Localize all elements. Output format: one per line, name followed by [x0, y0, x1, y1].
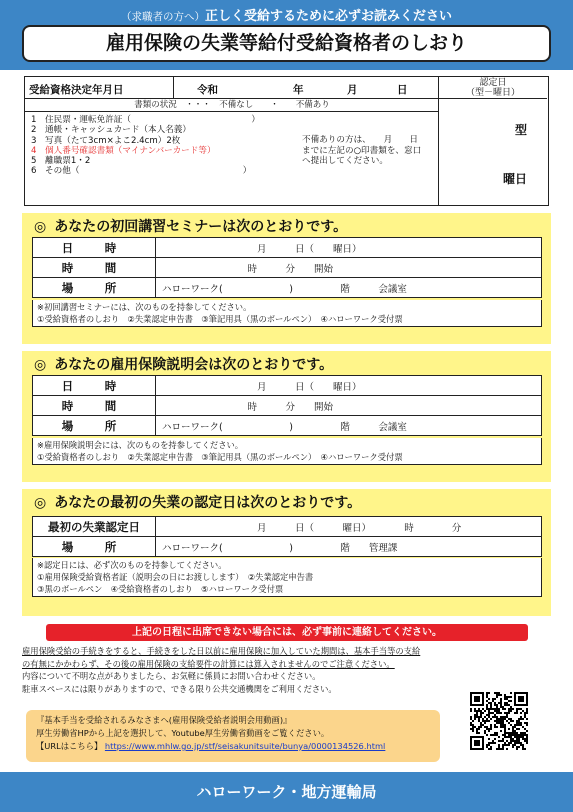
seminar-heading-text: あなたの初回講習セミナーは次のとおりです。: [54, 219, 348, 235]
notice-line: 駐車スペースには限りがありますので、できる限り公共交通機関をご利用ください。: [22, 683, 337, 694]
divider: [173, 77, 174, 99]
items-line: ①受給資格者のしおり ②失業認定申告書 ③筆記用具（黒のボールペン） ④ハローワーク受付票: [37, 452, 403, 462]
first-cert-heading: [34, 492, 361, 512]
row-key: 最初の失業認定日: [33, 517, 156, 537]
video-title: 『基本手当を受給されるみなさまへ(雇用保険受給者説明会用動画)』: [36, 715, 292, 725]
row-key: 場 所: [33, 537, 156, 557]
notice-line: 内容について不明な点がありましたら、お気軽に係員にお問い合わせください。: [22, 671, 321, 681]
page-title: 雇用保険の失業等給付受給資格者のしおり: [22, 25, 551, 62]
row-key: 時 間: [33, 258, 156, 278]
bullet-mark: ◎: [34, 495, 47, 511]
nintei-header: [439, 78, 547, 98]
first-cert-section: [22, 489, 551, 616]
document-item: 2 通帳・キャッシュカード（本人名義）: [31, 125, 191, 136]
document-item: 3 写真（たて3cm×よこ2.4cm）2枚: [31, 135, 181, 146]
document-item-highlight: 4 個人番号確認書類（マイナンバーカード等）: [31, 145, 216, 156]
table-row: [33, 396, 542, 416]
seminar-table: [32, 237, 542, 298]
row-value: ハローワーク( ) 階 会議室: [156, 278, 542, 298]
row-value: ハローワーク( ) 階 会議室: [156, 416, 542, 436]
deficiency-line: までに左記の○印書類を、窓口: [302, 145, 422, 156]
first-cert-table: [32, 516, 542, 557]
table-row: [33, 416, 542, 436]
document-status: 書類の状況 ・・・ 不備なし ・ 不備あり: [25, 100, 439, 112]
url-label: 【URLはこちら】: [36, 741, 103, 751]
row-value: 月 日（ 曜日）: [156, 376, 542, 396]
explanation-heading-text: あなたの雇用保険説明会は次のとおりです。: [54, 357, 334, 373]
month-label: 月: [347, 84, 358, 96]
row-key: 場 所: [33, 278, 156, 298]
notice-text: [22, 645, 551, 695]
row-value: ハローワーク( ) 階 管理課: [156, 537, 542, 557]
explanation-section: [22, 351, 551, 482]
first-cert-heading-text: あなたの最初の失業の認定日は次のとおりです。: [54, 495, 362, 511]
footer-text: ハローワーク・地方運輸局: [196, 783, 377, 801]
day-label: 日: [397, 84, 408, 96]
table-row: [33, 278, 542, 298]
header-subtitle: [0, 5, 573, 24]
row-key: 場 所: [33, 416, 156, 436]
qualification-box: [24, 76, 549, 206]
bullet-mark: ◎: [34, 219, 47, 235]
type-label: 型: [515, 123, 528, 137]
explanation-table: [32, 375, 542, 436]
era-label: 令和: [197, 84, 218, 96]
document-item: 5 離職票1・2: [31, 156, 91, 167]
footer-band: [0, 772, 573, 812]
explanation-notes: [32, 438, 542, 465]
notice-line: 雇用保険受給の手続きをすると、手続きをした日以前に雇用保険に加入していた期間は、基本手当等の支給: [22, 646, 421, 656]
nintei-type-label: （型－曜日）: [465, 88, 520, 98]
seminar-heading: [34, 216, 347, 236]
row-value: 時 分 開始: [156, 396, 542, 416]
header-sub-main: 正しく受給するために必ずお読みください: [204, 9, 452, 24]
table-row: [33, 376, 542, 396]
video-instructions: 厚生労働省HPから上記を選択して、Youtube厚生労働省動画をご覧ください。: [36, 728, 330, 738]
table-row: [33, 258, 542, 278]
year-label: 年: [293, 84, 304, 96]
first-cert-notes: [32, 558, 542, 597]
explanation-heading: [34, 354, 333, 374]
divider: [438, 99, 439, 205]
table-row: [33, 537, 542, 557]
items-line: ①雇用保険受給資格者証（説明会の日にお渡しします） ②失業認定申告書: [37, 572, 314, 582]
row-value: 時 分 開始: [156, 258, 542, 278]
top-band: [0, 0, 573, 70]
deficiency-line: へ提出してください。: [302, 156, 388, 166]
deficiency-line: 不備ありの方は、 月 日: [302, 135, 419, 145]
note-line: ※認定日には、必ず次のものを持参してください。: [37, 560, 227, 570]
document-item: 6 その他（ ）: [31, 166, 252, 177]
deficiency-notice: [302, 135, 421, 167]
row-key: 日 時: [33, 238, 156, 258]
video-url-link[interactable]: https://www.mhlw.go.jp/stf/seisakunitsuite/bunya/0000134526.html: [104, 741, 386, 751]
items-line: ①受給資格者のしおり ②失業認定申告書 ③筆記用具（黒のボールペン） ④ハローワーク受付票: [37, 314, 403, 324]
notice-line: の有無にかかわらず、その後の雇用保険の支給要件の計算には算入されませんのでご注意ください。: [22, 658, 395, 669]
seminar-notes: [32, 300, 542, 327]
table-row: [33, 517, 542, 537]
decision-date-label: 受給資格決定年月日: [29, 84, 124, 96]
nintei-label: 認定日: [479, 78, 507, 88]
document-item: 1 住民票・運転免許証（ ）: [31, 115, 260, 125]
items-line: ③黒のボールペン ④受給資格者のしおり ⑤ハローワーク受付票: [37, 584, 284, 594]
video-url-line: [36, 740, 430, 753]
video-info-box: [26, 710, 440, 762]
document-list: [31, 115, 260, 177]
qr-code-icon: [470, 692, 528, 750]
note-line: ※雇用保険説明会には、次のものを持参してください。: [37, 440, 244, 450]
row-key: 時 間: [33, 396, 156, 416]
attendance-warning: 上記の日程に出席できない場合には、必ず事前に連絡してください。: [46, 624, 528, 641]
row-value: 月 日（ 曜日） 時 分: [156, 517, 542, 537]
header-sub-prefix: （求職者の方へ）: [120, 11, 205, 23]
row-value: 月 日（ 曜日）: [156, 238, 542, 258]
note-line: ※初回講習セミナーには、次のものを持参してください。: [37, 302, 252, 312]
row-key: 日 時: [33, 376, 156, 396]
weekday-label: 曜日: [503, 172, 528, 186]
table-row: [33, 238, 542, 258]
bullet-mark: ◎: [34, 357, 47, 373]
seminar-section: [22, 213, 551, 344]
